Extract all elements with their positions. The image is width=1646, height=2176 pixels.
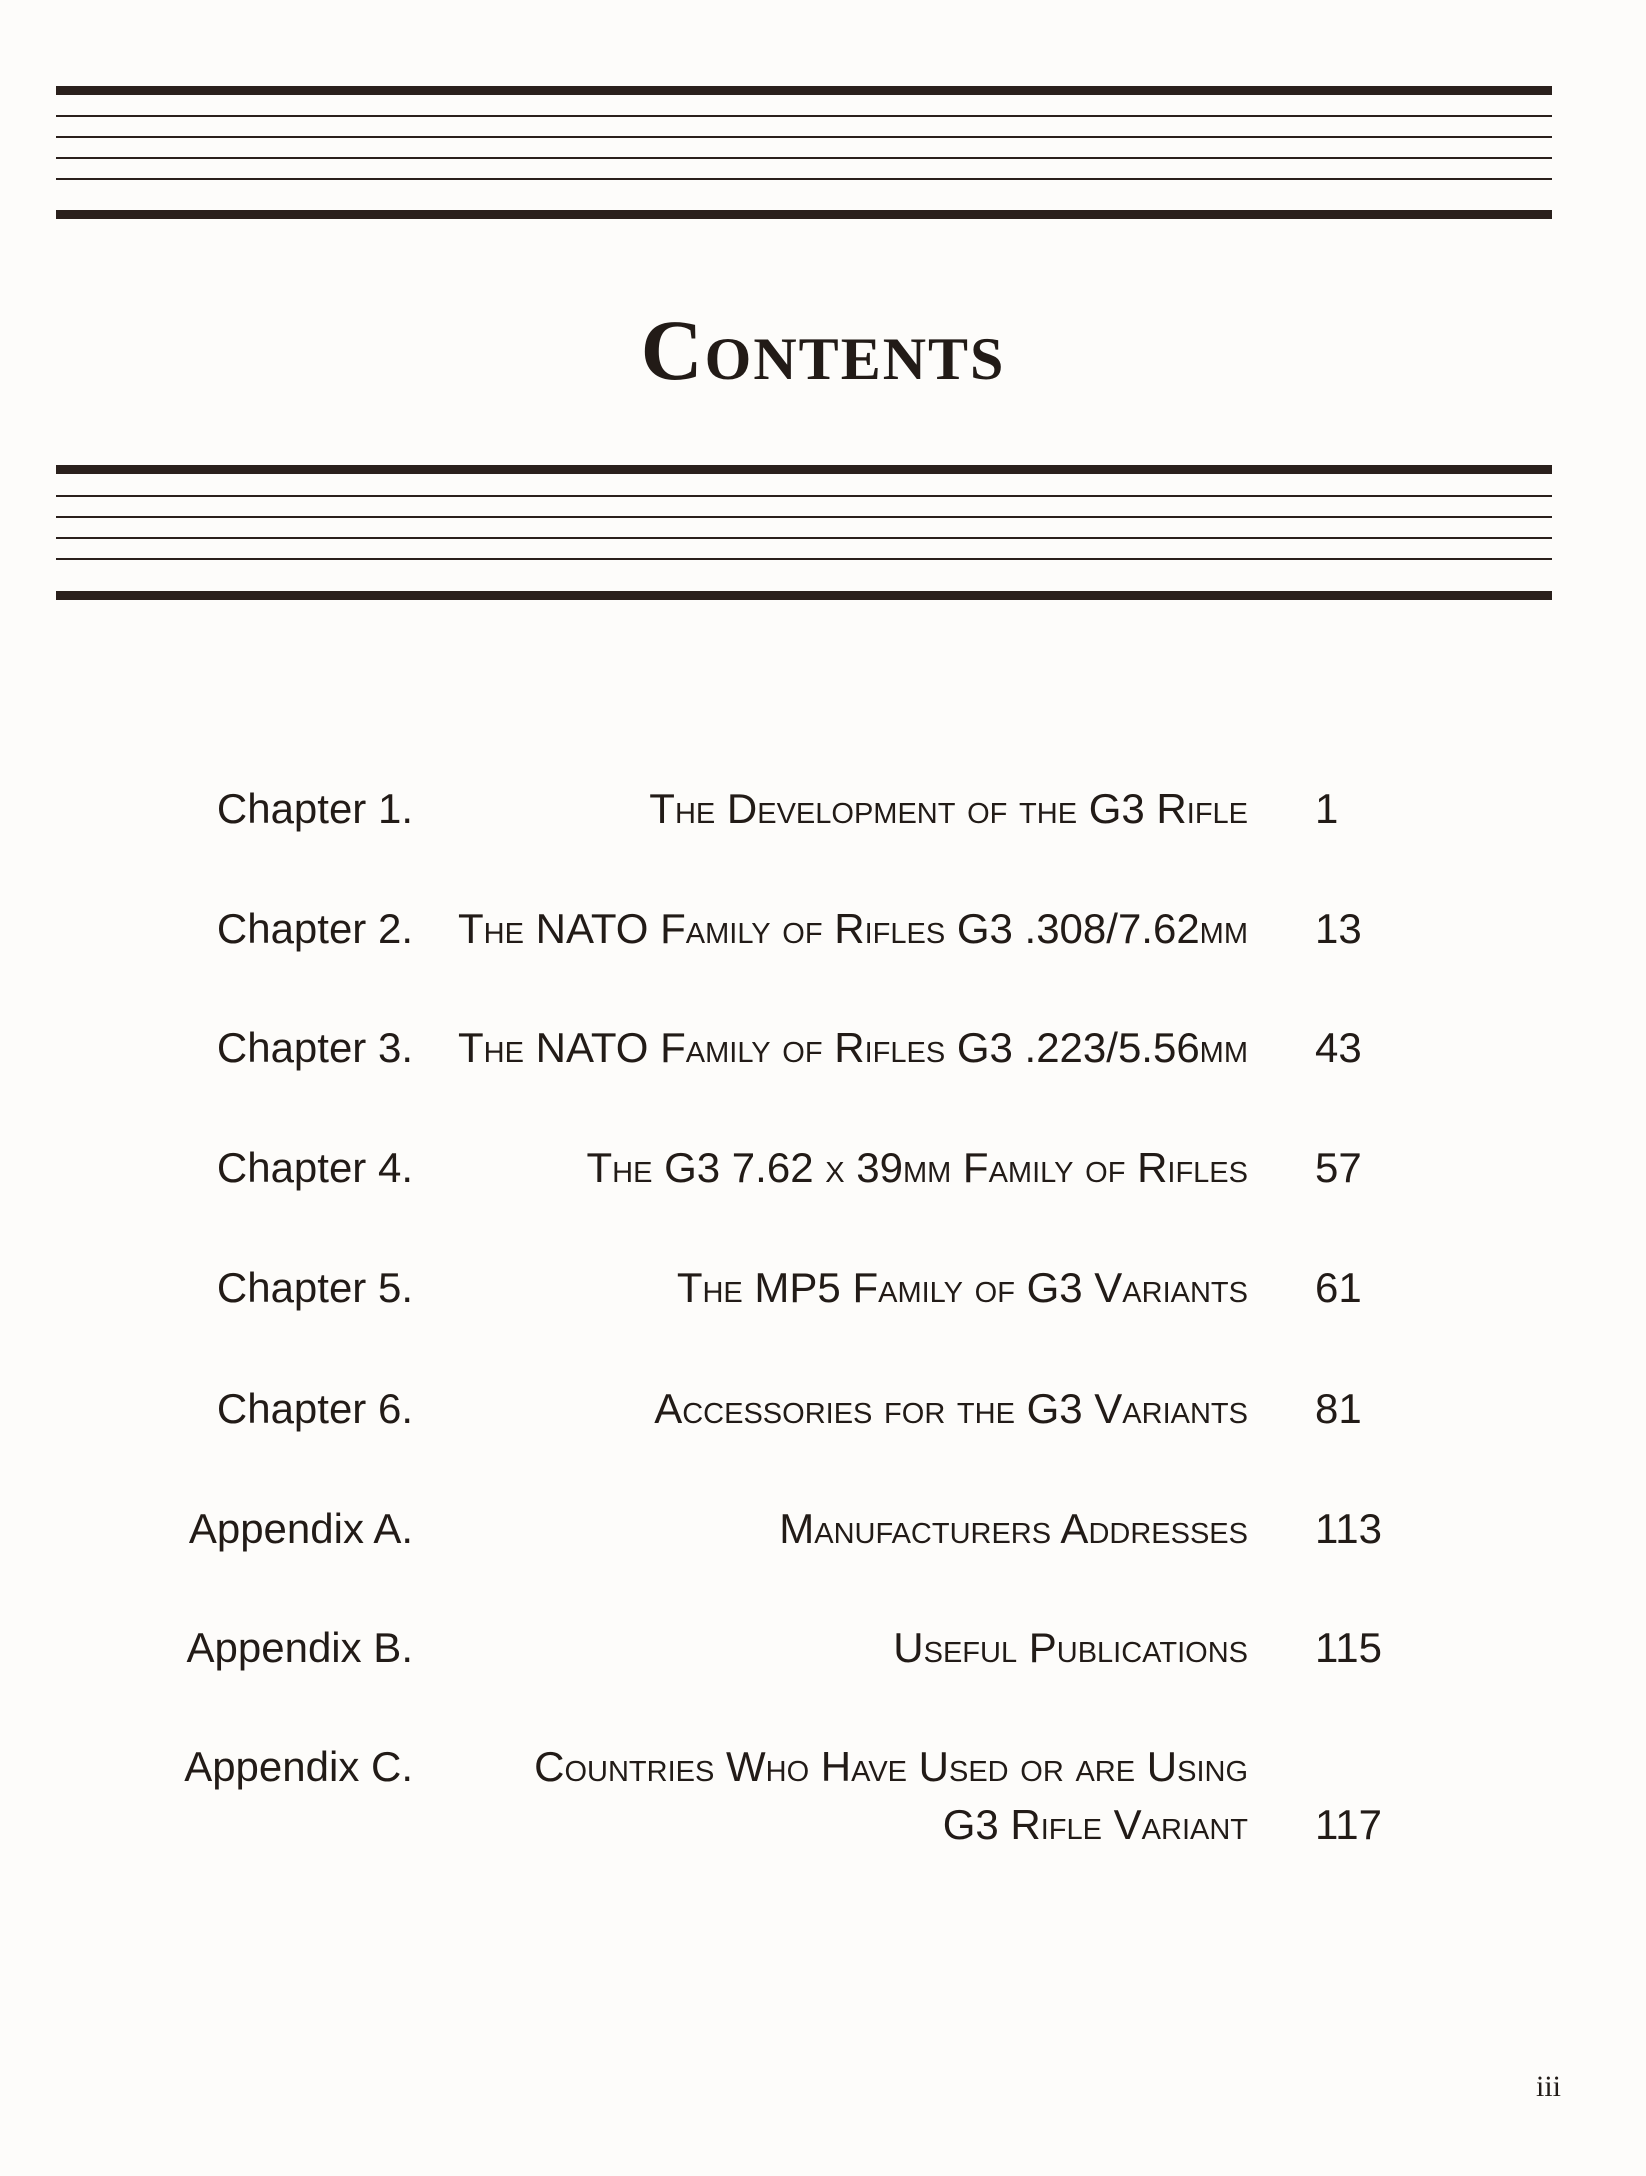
toc-entry-title: The G3 7.62 x 39mm Family of Rifles [586,1144,1248,1191]
page-title: Contents [640,302,1006,398]
toc-entry-label: Chapter 4. [216,1144,413,1191]
toc-entry-title-continued: G3 Rifle Variant [942,1801,1248,1848]
toc-entry-label: Chapter 2. [216,905,413,952]
page-number: iii [1536,2070,1562,2103]
toc-entry-page: 117 [1315,1801,1382,1848]
toc-entry-page: 61 [1315,1264,1362,1311]
toc-entry-page: 57 [1315,1144,1362,1191]
rule-line [56,210,1552,219]
rule-line [56,495,1552,497]
toc-entry-title: The NATO Family of Rifles G3 .223/5.56mm [458,1024,1248,1071]
rule-line [56,465,1552,474]
toc-entry-page: 113 [1315,1505,1382,1552]
toc-entry-title: The NATO Family of Rifles G3 .308/7.62mm [458,905,1248,952]
toc-entry-label: Chapter 1. [216,785,413,832]
toc-entry-title: The Development of the G3 Rifle [649,785,1248,832]
rule-line [56,537,1552,539]
rule-line [56,115,1552,117]
rule-line [56,558,1552,560]
toc-entry-label: Chapter 3. [216,1024,413,1071]
toc-entry-title: Countries Who Have Used or are Using [534,1743,1248,1790]
toc-entry-label: Chapter 6. [216,1385,413,1432]
toc-entry-label: Appendix B. [186,1624,413,1671]
rule-line [56,178,1552,180]
toc-entry-page: 1 [1315,785,1339,832]
toc-entry-title: Useful Publications [893,1624,1248,1671]
toc-entry-label: Chapter 5. [216,1264,413,1311]
toc-entry-page: 43 [1315,1024,1362,1071]
rule-line [56,591,1552,600]
toc-entry-page: 81 [1315,1385,1362,1432]
toc-entry-title: Manufacturers Addresses [779,1505,1248,1552]
rule-line [56,516,1552,518]
rule-line [56,86,1552,95]
rule-line [56,136,1552,138]
toc-entry-page: 115 [1315,1624,1382,1671]
toc-entry-page: 13 [1315,905,1362,952]
toc-entry-label: Appendix C. [184,1743,413,1790]
toc-entry-title: The MP5 Family of G3 Variants [676,1264,1248,1311]
toc-entry-label: Appendix A. [188,1505,413,1552]
rule-line [56,157,1552,159]
toc-entry-title: Accessories for the G3 Variants [654,1385,1248,1432]
